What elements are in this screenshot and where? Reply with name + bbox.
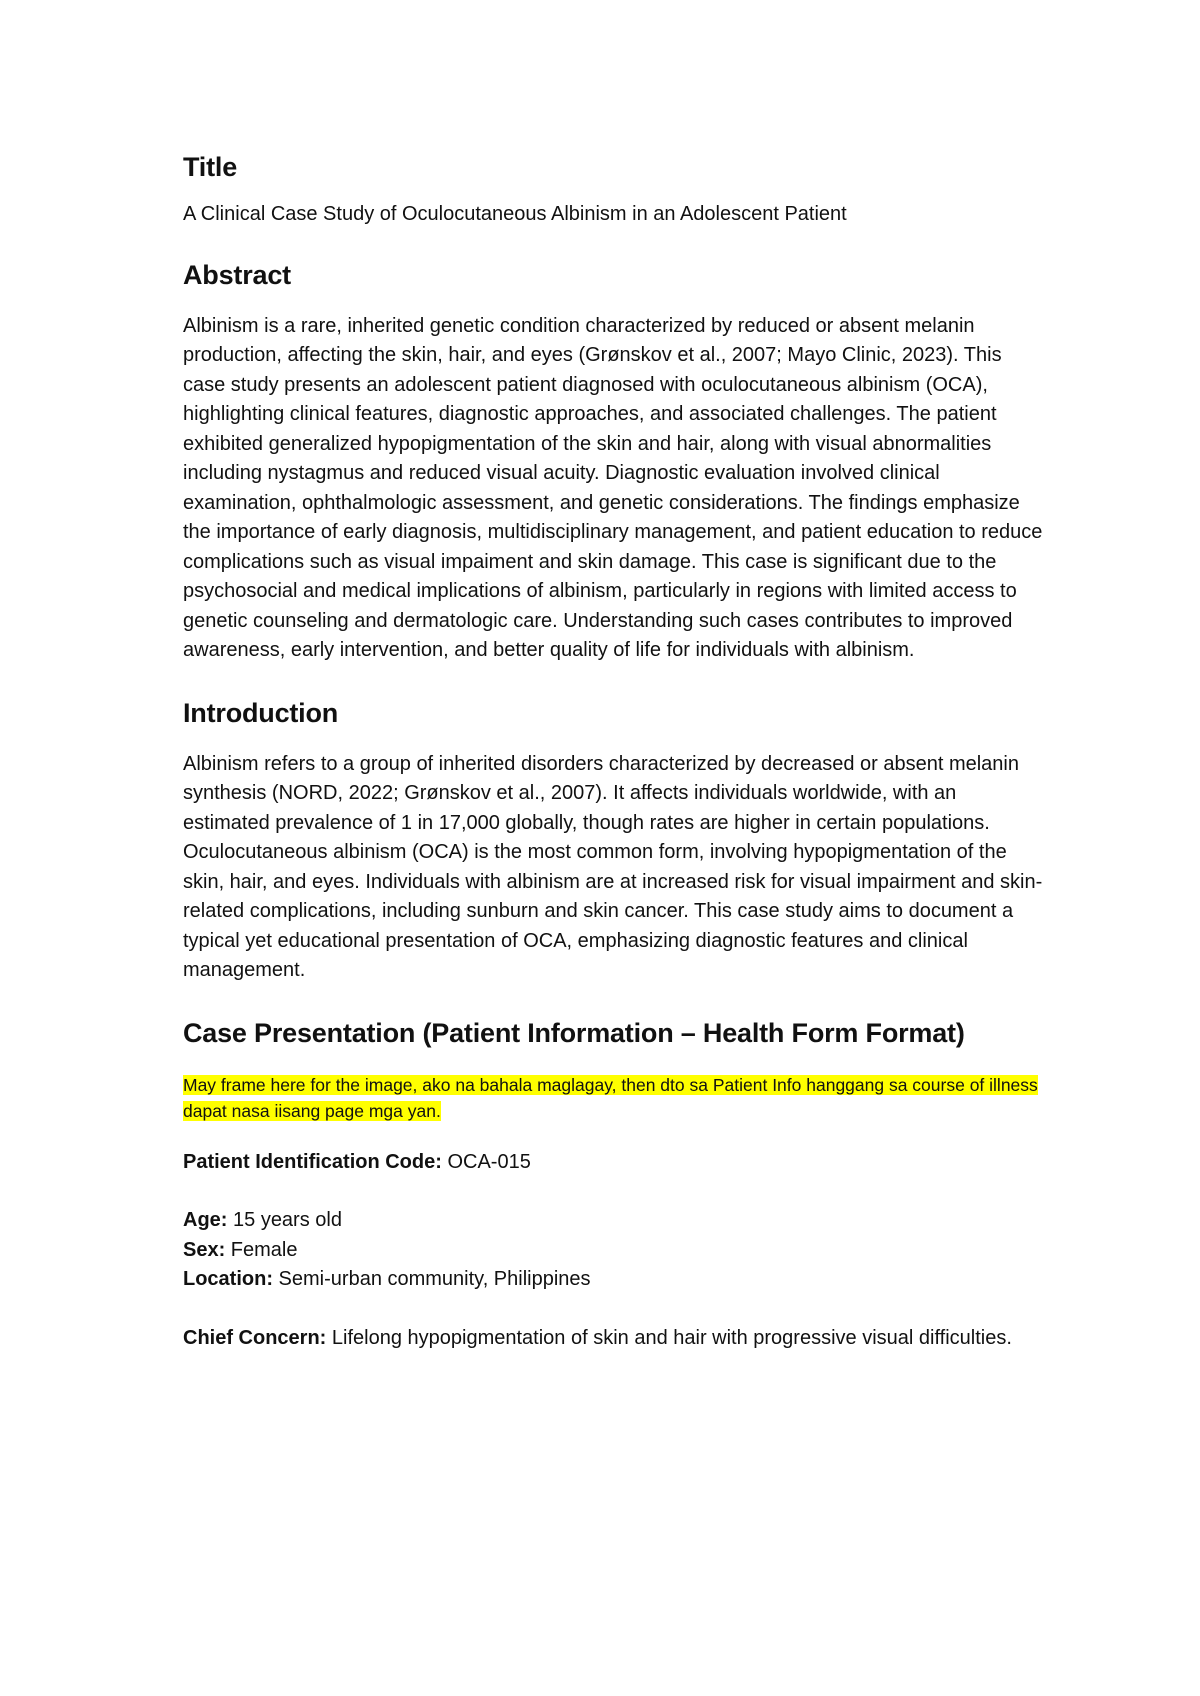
chief-concern-value: Lifelong hypopigmentation of skin and hair with progressive visual difficulties. [326,1326,1012,1349]
abstract-heading: Abstract [183,259,291,290]
editor-note [183,1072,1043,1124]
introduction-body: Albinism refers to a group of inherited disorders characterized by decreased or absent melanin synthesis (NORD, 2022; Grønskov et al., 2007). It affects individuals worldwide, with an estimated prevalence of 1 in 17,000 globally, though rates are higher in certain populations. Oculocutaneous albinism (OCA) is the most common form, involving hypopigmentation of the skin, hair, and eyes. Individuals with albinism are at increased risk for visual impairment and skin-related complications, including sunburn and skin cancer. This case study aims to document a typical yet educational presentation of OCA, emphasizing diagnostic features and clinical management. [183,752,1043,981]
patient-id-label: Patient Identification Code: [183,1150,442,1173]
location-value: Semi-urban community, Philippines [273,1268,591,1290]
chief-concern-field [183,1324,1043,1354]
highlighted-note-text: May frame here for the image, ako na bahala maglagay, then dto sa Patient Info hanggang sa course of illness dapat nasa iisang page mga yan. [183,1074,1038,1121]
abstract-body: Albinism is a rare, inherited genetic condition characterized by reduced or absent melanin production, affecting the skin, hair, and eyes (Grønskov et al., 2007; Mayo Clinic, 2023). This case study presents an adolescent patient diagnosed with oculocutaneous albinism (OCA), highlighting clinical features, diagnostic approaches, and associated challenges. The patient exhibited generalized hypopigmentation of the skin and hair, along with visual abnormalities including nystagmus and reduced visual acuity. Diagnostic evaluation involved clinical examination, ophthalmologic assessment, and genetic considerations. The findings emphasize the importance of early diagnosis, multidisciplinary management, and patient education to reduce complications such as visual impaiment and skin damage. This case is significant due to the psychosocial and medical implications of albinism, particularly in regions with limited access to genetic counseling and dermatologic care. Understanding such cases contributes to improved awareness, early intervention, and better quality of life for individuals with albinism. [183,314,1043,661]
location-label: Location: [183,1268,273,1290]
chief-concern-label: Chief Concern: [183,1326,327,1349]
age-label: Age: [183,1209,228,1231]
age-value: 15 years old [227,1209,342,1231]
age-field [183,1206,1043,1236]
sex-field [183,1236,1043,1266]
spacer [183,1177,1043,1206]
case-presentation-heading: Case Presentation (Patient Information – Health Form Format) [183,1017,965,1048]
sex-label: Sex: [183,1238,226,1261]
patient-id-field [183,1148,1043,1178]
location-field [183,1265,1043,1295]
spacer [183,1295,1043,1324]
patient-id-value: OCA-015 [441,1150,531,1173]
sex-value: Female [225,1238,298,1261]
title-heading: Title [183,152,238,182]
document-content [183,150,1043,1353]
introduction-heading: Introduction [183,697,339,728]
paper-title: A Clinical Case Study of Oculocutaneous Albinism in an Adolescent Patient [183,203,847,225]
